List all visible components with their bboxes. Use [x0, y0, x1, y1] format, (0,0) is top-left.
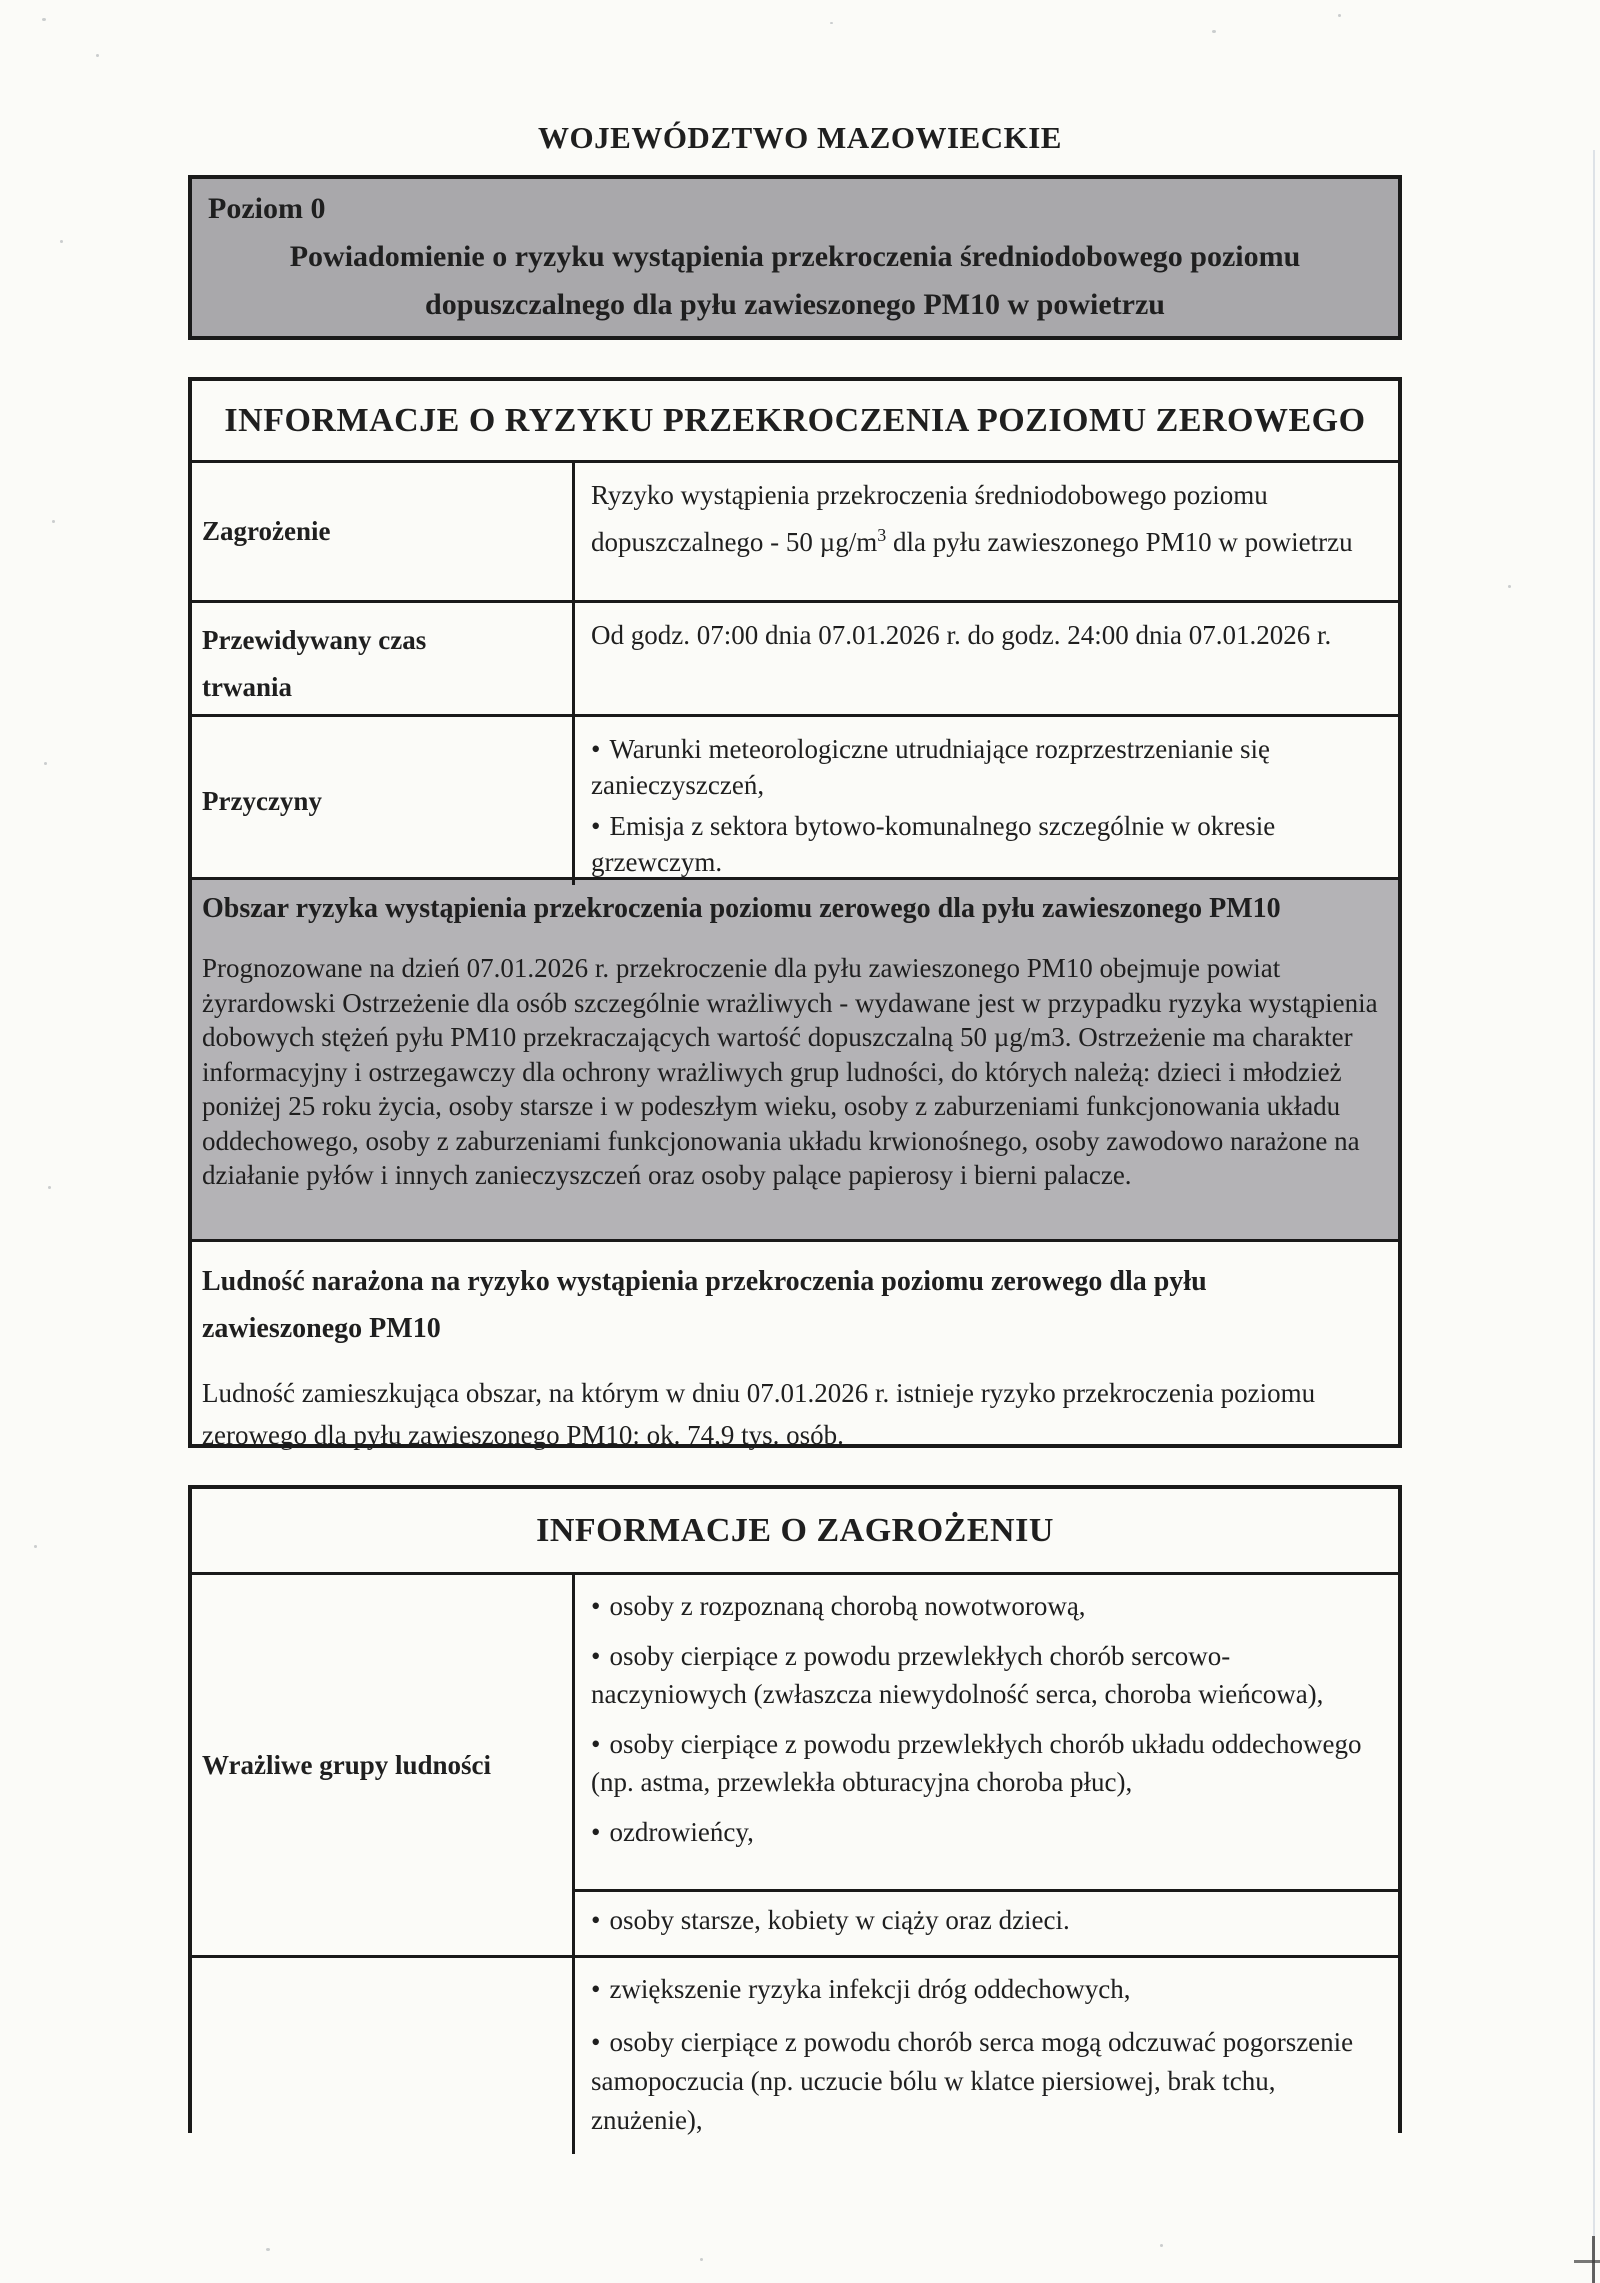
alert-banner [188, 175, 1402, 340]
list-item: • osoby cierpiące z powodu przewlekłych chorób sercowo-naczyniowych (zwłaszcza niewydolność serca, choroba wieńcowa), [591, 1641, 1324, 1709]
scan-speck [44, 762, 47, 765]
sensitive-groups-list-b [575, 1892, 1398, 1955]
bullet-icon: • [591, 1591, 601, 1621]
table-row-health-effects [192, 1958, 1398, 2133]
risk-area-title: Obszar ryzyka wystąpienia przekroczenia poziomu zerowego dla pyłu zawieszonego PM10 [202, 893, 1281, 924]
bullet-icon: • [591, 734, 601, 764]
scan-speck [1160, 2244, 1163, 2247]
page-title: WOJEWÓDZTWO MAZOWIECKIE [538, 120, 1062, 155]
risk-info-header: INFORMACJE O RYZYKU PRZEKROCZENIA POZIOMU ZEROWEGO [192, 381, 1398, 463]
health-effects-list [575, 1958, 1398, 2154]
sensitive-groups-list-a [575, 1575, 1398, 1892]
row-value-threat: Ryzyko wystąpienia przekroczenia średniodobowego poziomu dopuszczalnego - 50 $\mu g/m^3$ dla pyłu zawieszonego PM10 w powietrzu [591, 480, 1353, 557]
scan-speck [830, 22, 833, 24]
bullet-icon: • [591, 811, 601, 841]
population-body: Ludność zamieszkująca obszar, na którym w dniu 07.01.2026 r. istnieje ryzyko przekroczenia poziomu zerowego dla pyłu zawieszonego PM10: ok. 74,9 tys. osób. [202, 1378, 1316, 1450]
superscript-3: 3 [877, 525, 887, 545]
list-item: • osoby cierpiące z powodu przewlekłych chorób układu oddechowego (np. astma, przewlekła obturacyjna choroba płuc), [591, 1729, 1362, 1797]
row-label-sensitive-groups: Wrażliwe grupy ludności [192, 1575, 575, 1955]
list-item: • Emisja z sektora bytowo-komunalnego szczególnie w okresie grzewczym. [591, 811, 1276, 877]
risk-area-section [192, 880, 1398, 1242]
bullet-icon: • [591, 1641, 601, 1671]
scan-edge-artifact [1593, 150, 1595, 2283]
row-value-duration: Od godz. 07:00 dnia 07.01.2026 r. do godz. 24:00 dnia 07.01.2026 r. [591, 620, 1332, 650]
list-item: • zwiększenie ryzyka infekcji dróg oddechowych, [591, 1974, 1131, 2004]
scan-speck [266, 2248, 270, 2251]
list-item: • ozdrowieńcy, [591, 1817, 754, 1847]
scan-speck [60, 240, 63, 243]
table-row-duration [192, 603, 1398, 717]
list-item: • osoby z rozpoznaną chorobą nowotworową, [591, 1591, 1086, 1621]
bullet-icon: • [591, 1905, 601, 1935]
scan-speck [48, 1186, 51, 1189]
risk-info-table [188, 377, 1402, 1448]
row-label-duration: Przewidywany czas trwania [192, 603, 575, 714]
scan-speck [96, 54, 99, 57]
risk-area-body: Prognozowane na dzień 07.01.2026 r. przekroczenie dla pyłu zawieszonego PM10 obejmuje powiat żyrardowski Ostrzeżenie dla osób szczególnie wrażliwych - wydawane jest w przypadku ryzyka wystąpienia dobowych stężeń pyłu PM10 przekraczających wartość dopuszczalną 50 µg/m3. Ostrzeżenie ma charakter informacyjny i ostrzegawczy dla ochrony wrażliwych grup ludności, do których należą: dzieci i młodzież poniżej 25 roku życia, osoby starsze i w podeszłym wieku, osoby z zaburzeniami funkcjonowania układu oddechowego, osoby z zaburzeniami funkcjonowania układu krwionośnego, osoby zawodowo narażone na działanie pyłów i innych zanieczyszczeń oraz osoby palące papierosy i bierni palacze. [202, 953, 1378, 1190]
hazard-info-header: INFORMACJE O ZAGROŻENIU [192, 1489, 1398, 1575]
scan-speck [700, 2258, 703, 2261]
list-item: • osoby cierpiące z powodu chorób serca mogą odczuwać pogorszenie samopoczucia (np. uczucie bólu w klatce piersiowej, brak tchu, znużenie), [591, 2027, 1354, 2135]
bullet-icon: • [591, 1817, 601, 1847]
population-title: Ludność narażona na ryzyko wystąpienia przekroczenia poziomu zerowego dla pyłu zawieszonego PM10 [202, 1266, 1207, 1344]
scan-corner-mark [1574, 2260, 1600, 2263]
scan-speck [52, 520, 55, 523]
list-item: • Warunki meteorologiczne utrudniające rozprzestrzenianie się zanieczyszczeń, [591, 734, 1270, 800]
scan-speck [34, 1545, 37, 1548]
scan-speck [1338, 14, 1341, 17]
table-row-sensitive-groups [192, 1575, 1398, 1958]
alert-level: Poziom 0 [208, 192, 326, 225]
bullet-icon: • [591, 2027, 601, 2057]
list-item: • osoby starsze, kobiety w ciąży oraz dzieci. [591, 1905, 1070, 1935]
scan-speck [42, 18, 46, 21]
alert-banner-line1: Powiadomienie o ryzyku wystąpienia przekroczenia średniodobowego poziomu [289, 240, 1301, 273]
alert-banner-line2: dopuszczalnego dla pyłu zawieszonego PM10 w powietrzu [425, 288, 1165, 321]
bullet-icon: • [591, 1974, 601, 2004]
row-label-health-effects [192, 1958, 575, 2154]
population-section [192, 1242, 1398, 1450]
table-row-threat [192, 463, 1398, 603]
row-label-threat: Zagrożenie [192, 463, 575, 600]
row-value-causes [575, 717, 1398, 885]
scan-speck [1212, 30, 1216, 33]
hazard-info-table [188, 1485, 1402, 2133]
scan-speck [1508, 585, 1511, 588]
bullet-icon: • [591, 1729, 601, 1759]
row-label-causes: Przyczyny [192, 717, 575, 885]
table-row-causes [192, 717, 1398, 880]
